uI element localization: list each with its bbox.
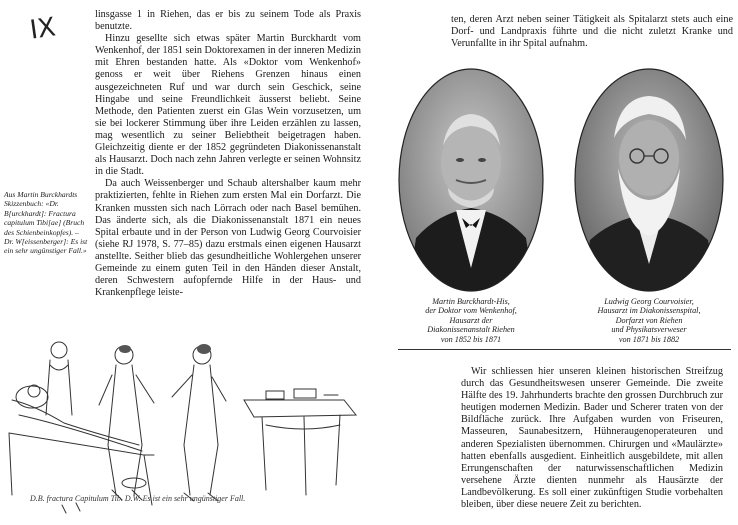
right-top-text bbox=[451, 14, 733, 50]
caption-line: Diakonissenanstalt Riehen bbox=[427, 325, 515, 335]
paragraph: Wir schliessen hier unseren kleinen historischen Streifzug durch das Gesundheitswesen unserer Gemeinde. Die zweite Hälfte des 19. Jahrhunderts brachte den grossen Durchbruch zur heutigen modernen Medizin. Bader und Scherer traten von der Bildfläche zurück. Ihre Aufgaben wurden von Friseuren, Masseuren, Saunabesitzern, Hühneraugenoperateuren und anderen Spezialisten übernommen. Chirurgen und «Maulärzte» hatten ebenfalls ausgedient. Einheitlich ausgebildete, mit allen Errungenschaften der naturwissenschaftlichen Medizin versehene Ärzte dienten nunmehr als Hausärzte der Landbevölkerung. Es soll einer zukünftigen Studie vorbehalten bleiben, über diese neuere Zeit zu berichten. bbox=[461, 366, 723, 511]
portrait-caption-burckhardt bbox=[383, 297, 559, 344]
sketch-caption: Aus Martin Burckhardts Skizzenbuch: «Dr. B[urckhardt]: Fractura capitulum Tibi[ae] (Bruch des Schienbeinkopfes). – Dr. W[eissenberger]: Es ist ein sehr ungünstiger Fall.» bbox=[4, 190, 88, 256]
sketch-handwritten-annotation: D.B. fractura Capitulum Tib. D.W. Es ist ein sehr ungünstiger Fall. bbox=[30, 494, 246, 503]
sketch-illustration bbox=[4, 305, 362, 519]
caption-line: Dorfarzt von Riehen bbox=[615, 315, 683, 325]
right-page bbox=[369, 0, 738, 525]
section-separator bbox=[398, 349, 731, 350]
portrait-caption-courvoisier bbox=[565, 297, 733, 344]
caption-line: der Doktor vom Wenkenhof, bbox=[425, 306, 517, 316]
caption-line: und Physikatsverweser bbox=[611, 325, 687, 335]
paragraph: ten, deren Arzt neben seiner Tätigkeit als Spitalarzt stets auch eine Dorf- und Landpraxis führte und die nicht zuletzt Kranke und Verunfallte in ihr Spital aufnahm. bbox=[451, 14, 733, 50]
caption-line: Hausarzt im Diakonissenspital, bbox=[597, 306, 701, 316]
paragraph: Hinzu gesellte sich etwas später Martin Burckhardt vom Wenkenhof, der 1851 sein Doktorexamen in der inneren Medizin mit Ehren bestanden hatte. Als «Doktor vom Wenkenhof» genoss er weit über Riehens Grenzen hinaus einen ausgezeichneten Ruf und war durch sein Geschick, seine Hingabe und seine Freundlichkeit äusserst beliebt. Seine Methode, den Patienten zuerst ein Glas Wein vorzusetzen, um sie bei lockerer Stimmung über ihre Leiden erzählen zu lassen, mag wesentlich zu seiner Beliebtheit beigetragen haben. Gleichzeitig diente er der 1852 gegründeten Diakonissenanstalt als Hausarzt. Doch nach zehn Jahren verlegte er seinen Wohnsitz in die Stadt. bbox=[95, 33, 361, 178]
caption-line: Hausarzt der bbox=[449, 315, 493, 325]
portrait-ludwig-georg-courvoisier bbox=[574, 68, 724, 292]
caption-line: von 1852 bis 1871 bbox=[440, 334, 502, 344]
portrait-martin-burckhardt bbox=[398, 68, 544, 292]
paragraph: Da auch Weissenberger und Schaub altershalber kaum mehr praktizierten, fehlte in Riehen zum ersten Mal ein Dorfarzt. Die Kranken mussten sich nach Lörrach oder nach Basel bemühen. Das änderte sich, als die Diakonissenanstalt 1871 ein neues Spital erbaute und in der Person von Ludwig Georg Courvoisier (siehe RJ 1978, S. 77–85) dazu erstmals einen eigenen Hausarzt anstellte. Seither blieb das gesundheitliche Wohlergehen unserer Gemeinde zu einem guten Teil in den Händen dieser Anstalt, deren Schwestern aufopfernde Hilfe in der Haus- und Krankenpflege leiste- bbox=[95, 178, 361, 299]
paragraph: linsgasse 1 in Riehen, das er bis zu seinem Tode als Praxis benutzte. bbox=[95, 9, 361, 33]
right-bottom-text bbox=[461, 366, 723, 511]
caption-line: Ludwig Georg Courvoisier, bbox=[604, 297, 694, 306]
caption-line: Martin Burckhardt-His, bbox=[432, 297, 510, 306]
left-body-text bbox=[95, 9, 361, 299]
handwritten-marginal-mark: IX bbox=[28, 12, 58, 46]
caption-line: von 1871 bis 1882 bbox=[618, 334, 680, 344]
